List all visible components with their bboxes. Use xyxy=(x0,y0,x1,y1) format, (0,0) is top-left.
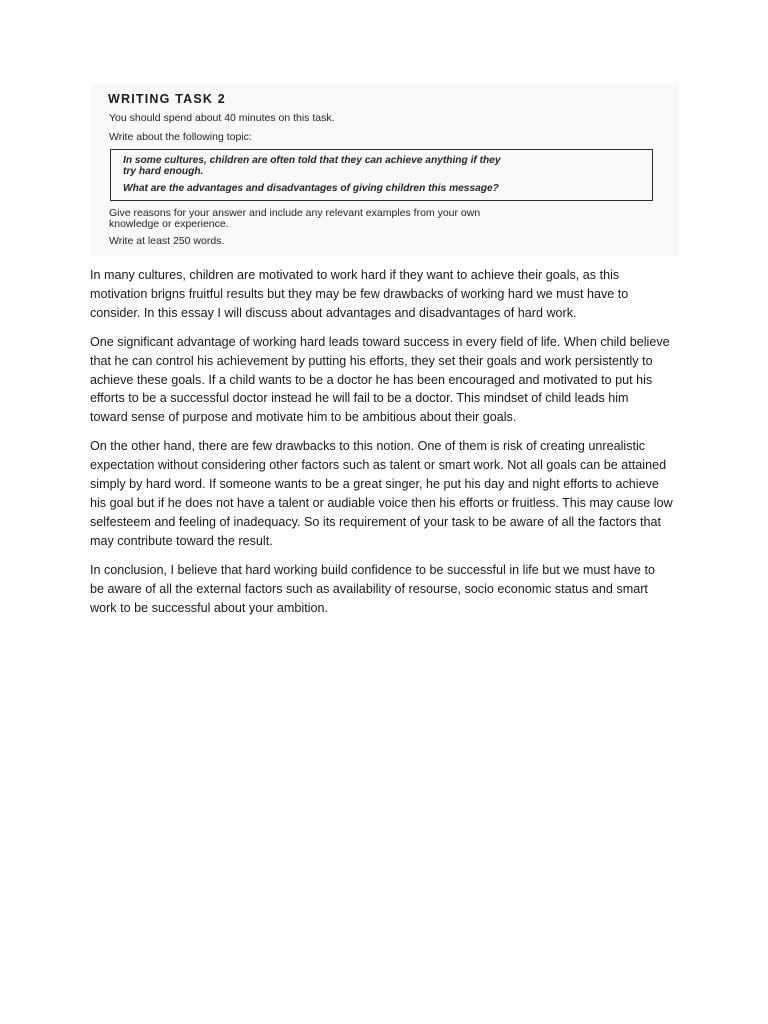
task-prompt-line: try hard enough. xyxy=(123,166,204,177)
task-time-instruction: You should spend about 40 minutes on this task. xyxy=(109,112,335,124)
task-reasons-instruction: Give reasons for your answer and include any relevant examples from your own xyxy=(109,207,481,219)
task-title: WRITING TASK 2 xyxy=(108,92,226,106)
essay-paragraph-drawback: On the other hand, there are few drawbacks to this notion. One of them is risk of creating unrealistic expectation without considering other factors such as talent or smart work. Not all goals can be attained simply by hard word. If someone wants to be a great singer, he put his day and night efforts to achieve his goal but if he does not have a talent or audiable voice then his efforts or fruitless. This may cause low selfesteem and feeling of inadequacy. So its requirement of your task to be aware of all the factors that may contribute toward the result. xyxy=(90,439,673,548)
task-topic-instruction: Write about the following topic: xyxy=(109,131,252,143)
task-word-count: Write at least 250 words. xyxy=(109,235,225,247)
essay-body xyxy=(90,266,690,627)
writing-task-image xyxy=(90,84,679,256)
essay-paragraph-intro: In many cultures, children are motivated to work hard if they want to achieve their goals, as this motivation brigns fruitful results but they may be few drawbacks of working hard we must have to consider. In this essay I will discuss about advantages and disadvantages of hard work. xyxy=(90,268,629,320)
essay-paragraph-conclusion: In conclusion, I believe that hard working build confidence to be successful in life but we must have to be aware of all the external factors such as availability of resourse, socio economic status and smart work to be successful about your ambition. xyxy=(90,562,655,615)
task-prompt-box xyxy=(110,149,653,201)
essay-paragraph-advantage: One significant advantage of working hard leads toward success in every field of life. When child believe that he can control his achievement by putting his efforts, they set their goals and work persistently to achieve these goals. If a child wants to be a doctor he has been encouraged and motivated to put his efforts to be a successful doctor instead he will fail to be a doctor. This mindset of child leads him toward sense of purpose and motivate him to be ambitious about their goals. xyxy=(90,334,670,425)
task-reasons-instruction-cont: knowledge or experience. xyxy=(109,218,229,230)
task-prompt-line: In some cultures, children are often told that they can achieve anything if they xyxy=(123,155,501,166)
task-prompt-question: What are the advantages and disadvantages of giving children this message? xyxy=(123,183,499,194)
